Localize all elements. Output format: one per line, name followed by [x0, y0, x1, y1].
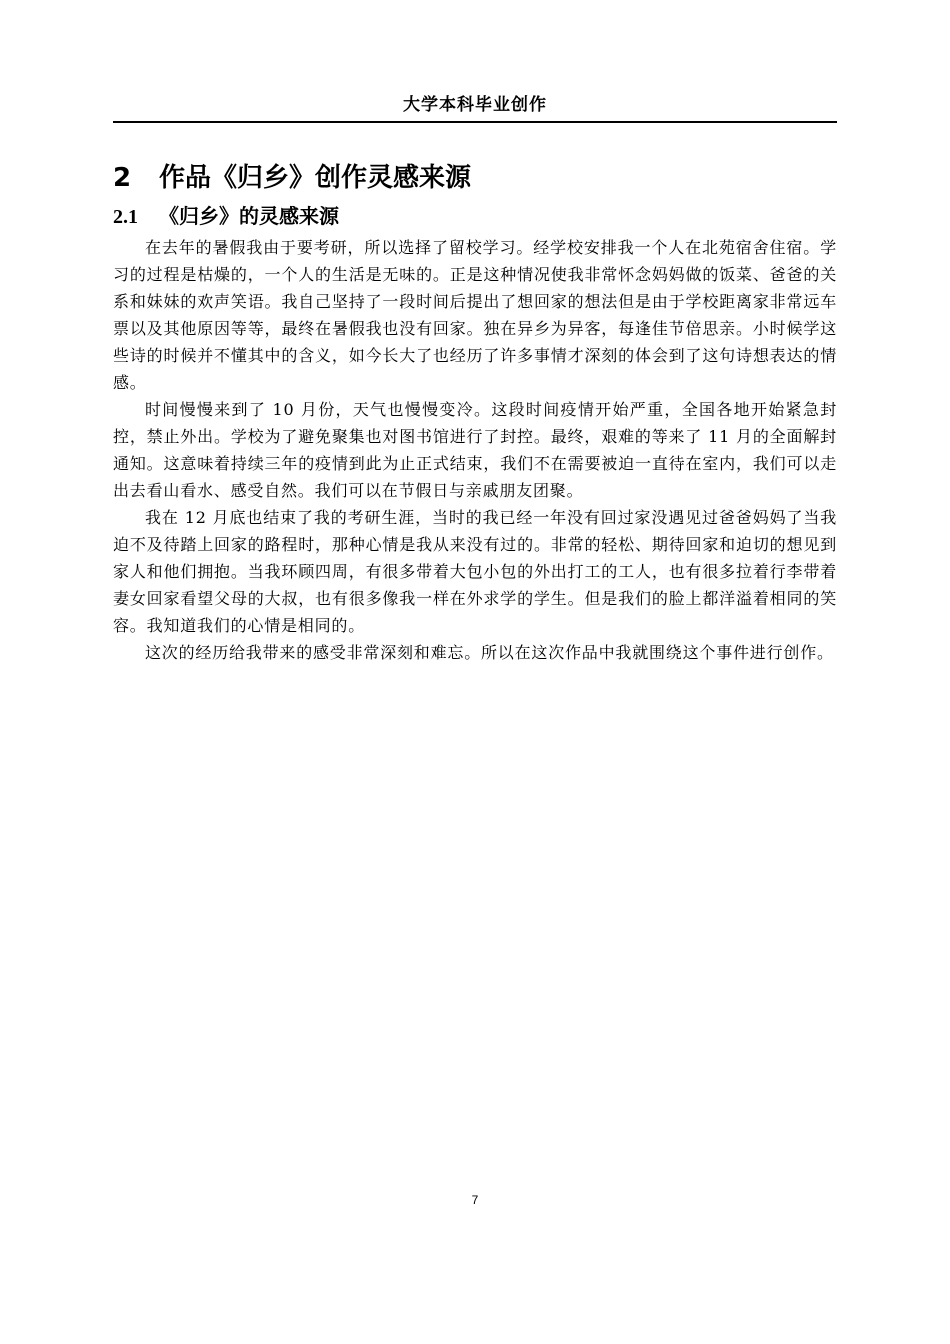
page-content — [113, 158, 837, 666]
subsection-heading — [113, 198, 837, 234]
section-number: 2 — [113, 163, 132, 193]
body-paragraph: 我在 12 月底也结束了我的考研生涯，当时的我已经一年没有回过家没遇见过爸爸妈妈了当我迫不及待踏上回家的路程时，那种心情是我从来没有过的。非常的轻松、期待回家和迫切的想见到家人和他们拥抱。当我环顾四周，有很多带着大包小包的外出打工的工人，也有很多拉着行李带着妻女回家看望父母的大叔，也有很多像我一样在外求学的学生。但是我们的脸上都洋溢着相同的笑容。我知道我们的心情是相同的。 — [113, 508, 837, 635]
body-paragraph: 这次的经历给我带来的感受非常深刻和难忘。所以在这次作品中我就围绕这个事件进行创作。 — [145, 643, 834, 662]
section-title: 作品《归乡》创作灵感来源 — [159, 163, 472, 193]
page-number: 7 — [471, 1193, 479, 1207]
header-divider — [113, 121, 837, 123]
running-header: 大学本科毕业创作 — [403, 95, 547, 115]
section-heading — [113, 158, 837, 198]
body-paragraph: 在去年的暑假我由于要考研，所以选择了留校学习。经学校安排我一个人在北苑宿舍住宿。学习的过程是枯燥的，一个人的生活是无味的。正是这种情况使我非常怀念妈妈做的饭菜、爸爸的关系和妹妹的欢声笑语。我自己坚持了一段时间后提出了想回家的想法但是由于学校距离家非常远车票以及其他原因等等，最终在暑假我也没有回家。独在异乡为异客，每逢佳节倍思亲。小时候学这些诗的时候并不懂其中的含义，如今长大了也经历了许多事情才深刻的体会到了这句诗想表达的情感。 — [113, 238, 837, 392]
body-paragraph: 时间慢慢来到了 10 月份，天气也慢慢变冷。这段时间疫情开始严重，全国各地开始紧急封控，禁止外出。学校为了避免聚集也对图书馆进行了封控。最终，艰难的等来了 11 月的全面解封通知。这意味着持续三年的疫情到此为止正式结束，我们不在需要被迫一直待在室内，我们可以走出去看山看水、感受自然。我们可以在节假日与亲戚朋友团聚。 — [113, 400, 837, 500]
subsection-title: 《归乡》的灵感来源 — [159, 204, 339, 228]
subsection-number: 2.1 — [113, 206, 138, 228]
